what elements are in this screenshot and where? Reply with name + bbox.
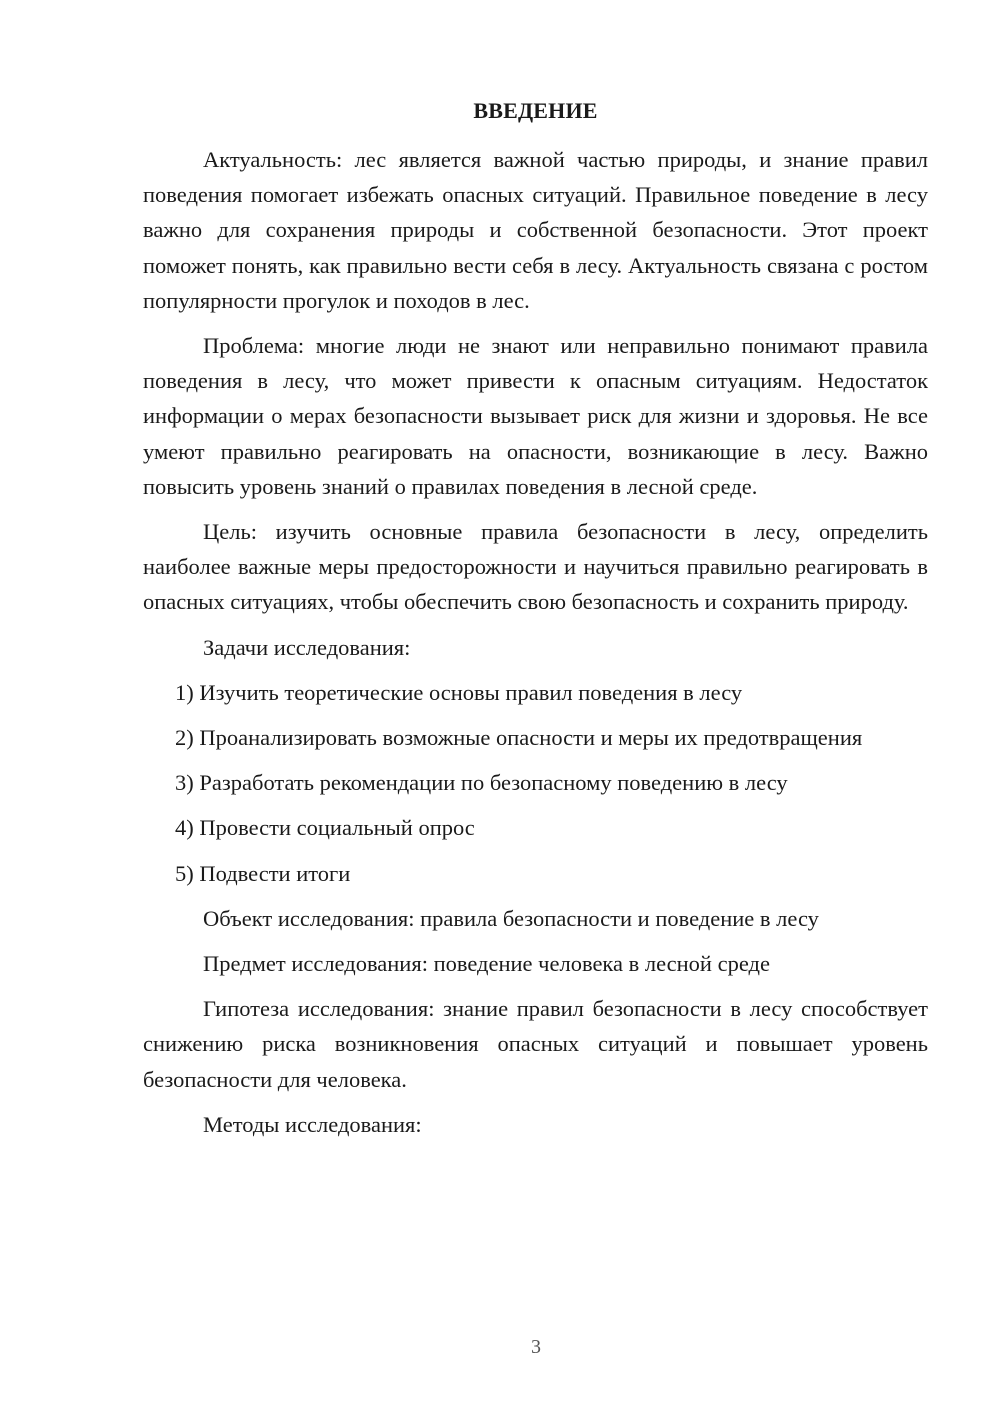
page-title: ВВЕДЕНИЕ <box>473 98 598 123</box>
problem-paragraph: Проблема: многие люди не знают или неправильно понимают правила поведения в лесу, что может привести к опасным ситуациям. Недостаток информации о мерах безопасности вызывает риск для жизни и здоровья. Не все умеют правильно реагировать на опасности, возникающие в лесу. Важно повысить уровень знаний о правилах поведения в лесной среде. <box>143 333 928 499</box>
task-item: 4) Провести социальный опрос <box>175 815 475 841</box>
relevance-paragraph: Актуальность: лес является важной частью природы, и знание правил поведения помогает избежать опасных ситуаций. Правильное поведение в лесу важно для сохранения природы и собственной безопасности. Этот проект поможет понять, как правильно вести себя в лесу. Актуальность связана с ростом популярности прогулок и походов в лес. <box>143 147 928 313</box>
task-item: 1) Изучить теоретические основы правил поведения в лесу <box>175 679 743 705</box>
methods-heading: Методы исследования: <box>203 1111 422 1137</box>
goal-paragraph: Цель: изучить основные правила безопасности в лесу, определить наиболее важные меры предосторожности и научиться правильно реагировать в опасных ситуациях, чтобы обеспечить свою безопасность и сохранить природу. <box>143 519 928 615</box>
object-paragraph: Объект исследования: правила безопасности и поведение в лесу <box>203 905 819 931</box>
hypothesis-paragraph: Гипотеза исследования: знание правил безопасности в лесу способствует снижению риска возникновения опасных ситуаций и повышает уровень безопасности для человека. <box>143 996 928 1092</box>
task-item: 2) Проанализировать возможные опасности и меры их предотвращения <box>175 725 863 751</box>
page-number: 3 <box>531 1336 541 1358</box>
subject-paragraph: Предмет исследования: поведение человека в лесной среде <box>203 951 770 977</box>
task-item: 3) Разработать рекомендации по безопасному поведению в лесу <box>175 770 788 796</box>
page-body <box>143 142 928 1152</box>
tasks-heading: Задачи исследования: <box>203 634 411 660</box>
task-item: 5) Подвести итоги <box>175 860 351 886</box>
